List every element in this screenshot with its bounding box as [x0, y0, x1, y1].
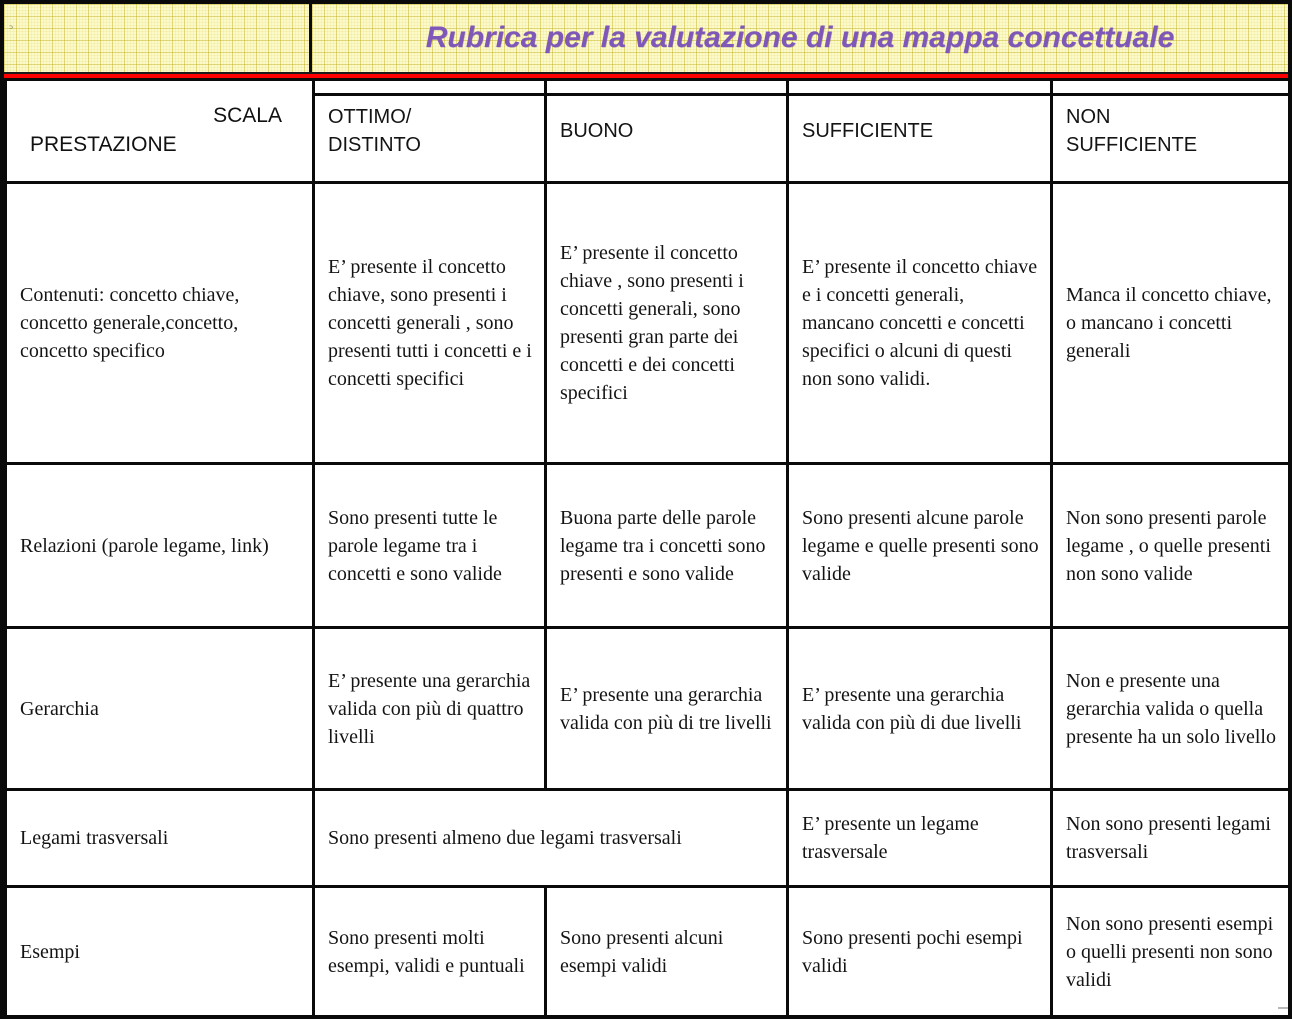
table-row-gerarchia [6, 628, 1290, 790]
rubric-cell: E’ presente il concetto chiave, sono presenti i concetti generali , sono presenti tutti i concetti e i concetti specifici [314, 183, 546, 464]
rubric-cell: Non sono presenti esempi o quelli presenti non sono validi [1052, 887, 1290, 1018]
corner-artifact: ᵓ [9, 22, 14, 36]
column-header-non-sufficiente [1052, 80, 1290, 183]
corner-cell [4, 4, 312, 72]
rubric-cell: Sono presenti alcune parole legame e quelle presenti sono valide [788, 464, 1052, 628]
column-header-ottimo-distinto [314, 80, 546, 183]
rubric-cell: Non sono presenti legami trasversali [1052, 790, 1290, 887]
rubric-cell: E’ presente una gerarchia valida con più di due livelli [788, 628, 1052, 790]
rubric-cell: E’ presente un legame trasversale [788, 790, 1052, 887]
title-bar [312, 4, 1288, 72]
rubric-cell: E’ presente il concetto chiave e i concetti generali, mancano concetti e concetti specifici o alcuni di questi non sono validi. [788, 183, 1052, 464]
rubric-cell: E’ presente il concetto chiave , sono presenti i concetti generali, sono presenti gran parte dei concetti e dei concetti specifici [546, 183, 788, 464]
rubric-cell: Manca il concetto chiave, o mancano i concetti generali [1052, 183, 1290, 464]
table-row-contenuti [6, 183, 1290, 464]
column-header-label: SUFFICIENTE [802, 120, 934, 142]
performance-axis-label: PRESTAZIONE [30, 133, 177, 156]
row-label-legami-trasversali: Legami trasversali [6, 790, 314, 887]
table-row-relazioni [6, 464, 1290, 628]
row-label-esempi: Esempi [6, 887, 314, 1018]
column-header-label: NON SUFFICIENTE [1066, 106, 1198, 156]
rubric-cell: Non e presente una gerarchia valida o quella presente ha un solo livello [1052, 628, 1290, 790]
rubric-cell: Sono presenti alcuni esempi validi [546, 887, 788, 1018]
row-label-gerarchia: Gerarchia [6, 628, 314, 790]
rubric-cell: E’ presente una gerarchia valida con più di tre livelli [546, 628, 788, 790]
rubric-cell: E’ presente una gerarchia valida con più di quattro livelli [314, 628, 546, 790]
axis-corner-cell [6, 80, 314, 183]
column-header-label: BUONO [560, 120, 634, 142]
axis-corner-inner [20, 99, 302, 164]
row-label-relazioni: Relazioni (parole legame, link) [6, 464, 314, 628]
rubric-cell: Non sono presenti parole legame , o quelle presenti non sono valide [1052, 464, 1290, 628]
rubric-table [4, 78, 1291, 1019]
scale-axis-label: SCALA [213, 103, 282, 127]
rubric-cell: Buona parte delle parole legame tra i concetti sono presenti e sono valide [546, 464, 788, 628]
column-header-sufficiente [788, 80, 1052, 183]
table-row-legami-trasversali [6, 790, 1290, 887]
rubric-cell: Sono presenti tutte le parole legame tra i concetti e sono valide [314, 464, 546, 628]
header-row [6, 80, 1290, 183]
rubric-cell: Sono presenti pochi esempi validi [788, 887, 1052, 1018]
column-header-buono [546, 80, 788, 183]
table-row-esempi [6, 887, 1290, 1018]
rubric-cell-merged: Sono presenti almeno due legami trasversali [314, 790, 788, 887]
page-title: Rubrica per la valutazione di una mappa concettuale [425, 21, 1175, 54]
top-band [4, 4, 1288, 74]
column-header-label: OTTIMO/ DISTINTO [328, 106, 421, 156]
scan-artifact [1278, 1007, 1288, 1009]
rubric-cell: Sono presenti molti esempi, validi e puntuali [314, 887, 546, 1018]
row-label-contenuti: Contenuti: concetto chiave, concetto generale,concetto, concetto specifico [6, 183, 314, 464]
